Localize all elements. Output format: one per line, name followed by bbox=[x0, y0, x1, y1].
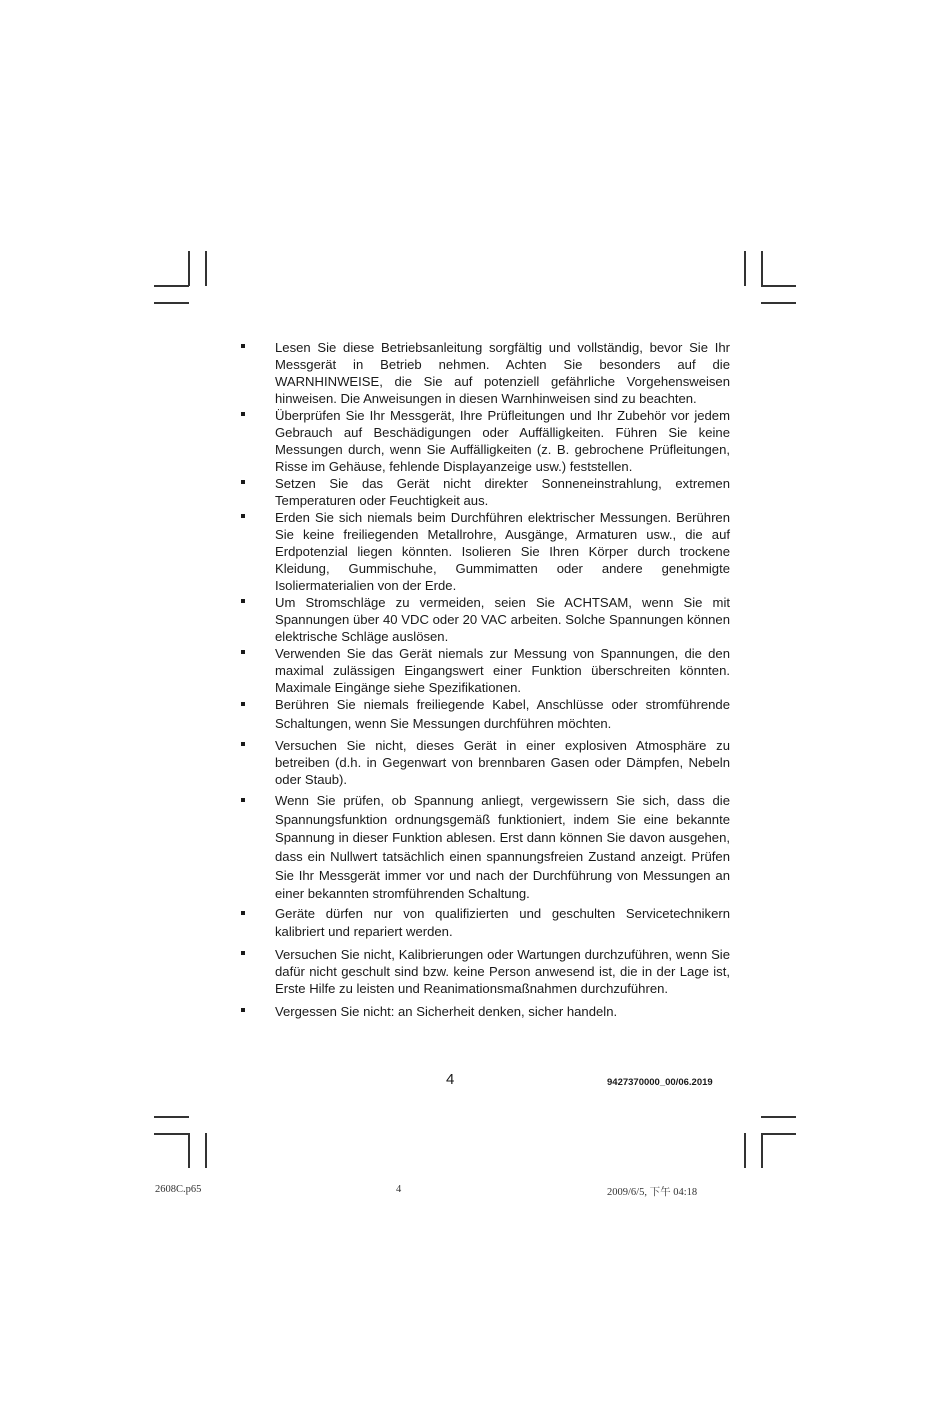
list-item-text: Überprüfen Sie Ihr Messgerät, Ihre Prüfleitungen und Ihr Zubehör vor jedem Gebrauch auf Beschädigungen oder Auffälligkeiten. Führen Sie keine Messungen durch, wenn Sie Auffälligkeiten (z. B. gebrochene Prüfleitungen, Risse im Gehäuse, fehlende Displayanzeige usw.) feststellen. bbox=[275, 408, 730, 474]
list-item-text: Versuchen Sie nicht, dieses Gerät in einer explosiven Atmosphäre zu betreiben (d.h. in Gegenwart von brennbaren Gasen oder Dämpfen, Nebeln oder Staub). bbox=[275, 738, 730, 788]
bullet-icon bbox=[241, 742, 245, 746]
bullet-icon bbox=[241, 702, 245, 706]
page-number: 4 bbox=[446, 1071, 455, 1088]
print-slug-page: 4 bbox=[396, 1184, 402, 1195]
list-item-text: Erden Sie sich niemals beim Durchführen elektrischer Messungen. Berühren Sie keine freiliegenden Metallrohre, Ausgänge, Armaturen usw., die auf Erdpotenzial liegen könnten. Isolieren Sie Ihren Körper durch trockene Kleidung, Gummischuhe, Gummimatten oder andere genehmigte Isoliermaterialien von der Erde. bbox=[275, 510, 730, 593]
crop-mark-bottom-left-outer bbox=[188, 1133, 190, 1168]
crop-mark-top-left-horizontal-lower bbox=[154, 302, 189, 304]
list-item-text: Verwenden Sie das Gerät niemals zur Messung von Spannungen, die den maximal zulässigen Eingangswert einer Funktion überschreiten könnten. Maximale Eingänge siehe Spezifikationen. bbox=[275, 646, 730, 695]
list-item bbox=[238, 737, 730, 788]
list-item bbox=[238, 645, 730, 696]
list-item bbox=[238, 696, 730, 733]
crop-mark-top-right-outer bbox=[761, 251, 763, 286]
crop-mark-bottom-left-horizontal bbox=[154, 1133, 189, 1135]
crop-mark-bottom-right-outer bbox=[761, 1133, 763, 1168]
bullet-icon bbox=[241, 344, 245, 348]
list-item-text: Vergessen Sie nicht: an Sicherheit denken, sicher handeln. bbox=[275, 1003, 618, 1019]
crop-mark-top-left-outer bbox=[188, 251, 190, 286]
print-slug-file-name: 2608C.p65 bbox=[155, 1184, 202, 1195]
list-item-text: Versuchen Sie nicht, Kalibrierungen oder Wartungen durchzuführen, wenn Sie dafür nicht geschult sind bzw. keine Person anwesend ist, die in der Lage ist, Erste Hilfe zu leisten und Reanimationsmaßnahmen durchzuführen. bbox=[275, 946, 730, 996]
list-item bbox=[238, 407, 730, 475]
list-item bbox=[238, 509, 730, 594]
crop-mark-bottom-right-inner bbox=[744, 1133, 746, 1168]
list-item-text: Wenn Sie prüfen, ob Spannung anliegt, vergewissern Sie sich, dass die Spannungsfunktion ordnungsgemäß funktioniert, indem Sie eine bekannte Spannung in dieser Funktion ablesen. Erst dann können Sie davon ausgehen, dass ein Nullwert tatsächlich einen spannungsfreien Zustand anzeigt. Prüfen Sie Ihr Messgerät immer vor und nach der Durchführung von Messungen an einer bekannten stromführenden Schaltung. bbox=[275, 793, 730, 902]
crop-mark-top-right-inner bbox=[744, 251, 746, 286]
bullet-icon bbox=[241, 798, 245, 802]
bullet-icon bbox=[241, 1008, 245, 1012]
list-item bbox=[238, 339, 730, 407]
crop-mark-top-left-inner bbox=[205, 251, 207, 286]
list-item bbox=[238, 1003, 730, 1020]
bullet-icon bbox=[241, 599, 245, 603]
bullet-icon bbox=[241, 951, 245, 955]
list-item bbox=[238, 594, 730, 645]
list-item-text: Berühren Sie niemals freiliegende Kabel, Anschlüsse oder stromführende Schaltungen, wenn Sie Messungen durchführen möchten. bbox=[275, 697, 730, 731]
bullet-icon bbox=[241, 412, 245, 416]
bullet-icon bbox=[241, 514, 245, 518]
list-item-text: Um Stromschläge zu vermeiden, seien Sie ACHTSAM, wenn Sie mit Spannungen über 40 VDC oder 20 VAC arbeiten. Solche Spannungen können elektrische Schläge auslösen. bbox=[275, 595, 730, 644]
list-item bbox=[238, 792, 730, 904]
document-code: 9427370000_00/06.2019 bbox=[607, 1077, 713, 1088]
bullet-icon bbox=[241, 650, 245, 654]
list-item-text: Geräte dürfen nur von qualifizierten und geschulten Servicetechnikern kalibriert und repariert werden. bbox=[275, 905, 730, 940]
crop-mark-bottom-left-horizontal-upper bbox=[154, 1116, 189, 1118]
list-item bbox=[238, 946, 730, 997]
crop-mark-bottom-right-horizontal bbox=[761, 1133, 796, 1135]
crop-mark-bottom-left-inner bbox=[205, 1133, 207, 1168]
list-item bbox=[238, 905, 730, 942]
list-item-text: Setzen Sie das Gerät nicht direkter Sonneneinstrahlung, extremen Temperaturen oder Feuchtigkeit aus. bbox=[275, 476, 730, 508]
bullet-icon bbox=[241, 480, 245, 484]
crop-mark-top-right-horizontal-lower bbox=[761, 302, 796, 304]
crop-mark-bottom-right-horizontal-upper bbox=[761, 1116, 796, 1118]
list-item-text: Lesen Sie diese Betriebsanleitung sorgfältig und vollständig, bevor Sie Ihr Messgerät in Betrieb nehmen. Achten Sie besonders auf die WARNHINWEISE, die Sie auf potenziell gefährliche Vorgehensweisen hinweisen. Die Anweisungen in diesen Warnhinweisen sind zu beachten. bbox=[275, 340, 730, 406]
bullet-icon bbox=[241, 911, 245, 915]
list-item bbox=[238, 475, 730, 509]
crop-mark-top-right-horizontal bbox=[761, 285, 796, 287]
print-slug-timestamp: 2009/6/5, 下午 04:18 bbox=[607, 1187, 698, 1198]
crop-mark-top-left-horizontal bbox=[154, 285, 189, 287]
safety-instructions-list bbox=[238, 339, 730, 1020]
